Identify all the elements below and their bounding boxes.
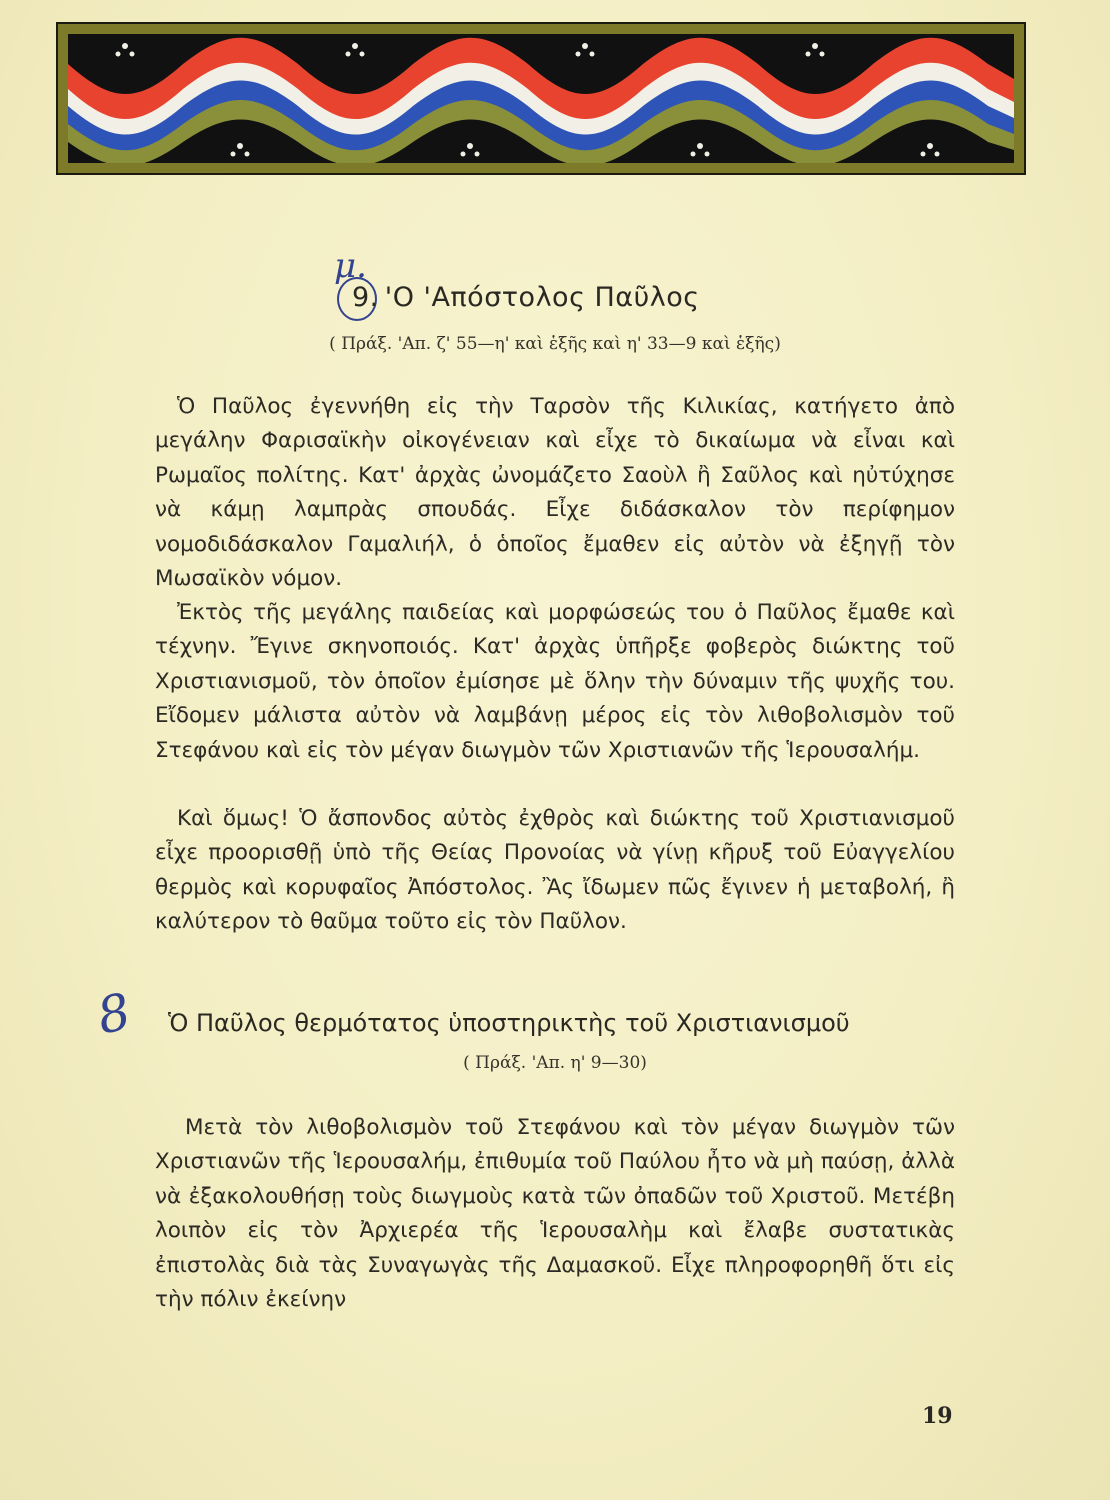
page-number: 19 <box>922 1403 953 1429</box>
subsection-title: Ὁ Παῦλος θερμότατος ὑποστηρικτὴς τοῦ Χριστιανισμοῦ <box>168 1009 850 1037</box>
section-title: 'Ο 'Απόστολος Παῦλος <box>384 282 700 313</box>
paragraph-2: Ἐκτὸς τῆς μεγάλης παιδείας καὶ μορφώσεώς του ὁ Παῦλος ἔμαθε καὶ τέχνην. Ἔγινε σκηνοποιός. Κατ' ἀρχὰς ὑπῆρξε φοβερὸς διώκτης τοῦ Χριστιανισμοῦ, τὸν ὁποῖον ἐμίσησε μὲ ὅλην τὴν δύναμιν τῆς ψυχῆς του. Εἴδομεν μάλιστα αὐτὸν νὰ λαμβάνῃ μέρος εἰς τὸν λιθοβολισμὸν τοῦ Στεφάνου καὶ εἰς τὸν μέγαν διωγμὸν τῶν Χριστιανῶν τῆς Ἱερουσαλήμ. <box>155 600 955 763</box>
paragraph-3: Καὶ ὅμως! Ὁ ἄσπονδος αὐτὸς ἐχθρὸς καὶ διώκτης τοῦ Χριστιανισμοῦ εἶχε προορισθῇ ὑπὸ τῆς Θείας Προνοίας νὰ γίνῃ κῆρυξ τοῦ Εὐαγγελίου θερμὸς καὶ κορυφαῖος Ἀπόστολος. Ἂς ἴδωμεν πῶς ἔγινεν ἡ μεταβολή, ἢ καλύτερον τὸ θαῦμα τοῦτο εἰς τὸν Παῦλον. <box>155 806 955 935</box>
decorative-wave-banner <box>56 22 1026 175</box>
section-heading <box>352 282 700 313</box>
paragraph-1: Ὁ Παῦλος ἐγεννήθη εἰς τὴν Ταρσὸν τῆς Κιλικίας, κατήγετο ἀπὸ μεγάλην Φαρισαϊκὴν οἰκογένειαν καὶ εἶχε τὸ δικαίωμα νὰ εἶναι καὶ Ρωμαῖος πολίτης. Κατ' ἀρχὰς ὠνομάζετο Σαοὺλ ἢ Σαῦλος καὶ ηὐτύχησε νὰ κάμῃ λαμπρὰς σπουδάς. Εἶχε διδάσκαλον τὸν περίφημον νομοδιδάσκαλον Γαμαλιήλ, ὁ ὁποῖος ἔμαθεν εἰς αὐτὸν νὰ ἐξηγῇ τὸν Μωσαϊκὸν νόμον. <box>155 394 955 592</box>
paragraph-4: Μετὰ τὸν λιθοβολισμὸν τοῦ Στεφάνου καὶ τὸν μέγαν διωγμὸν τῶν Χριστιανῶν τῆς Ἱερουσαλήμ, ἐπιθυμία τοῦ Παύλου ἦτο νὰ μὴ παύσῃ, ἀλλὰ νὰ ἐξακολουθήσῃ τοὺς διωγμοὺς κατὰ τῶν ὀπαδῶν τοῦ Χριστοῦ. Μετέβη λοιπὸν εἰς τὸν Ἀρχιερέα τῆς Ἱερουσαλὴμ καὶ ἔλαβε συστατικὰς ἐπιστολὰς διὰ τὰς Συναγωγὰς τῆς Δαμασκοῦ. Εἶχε πληροφορηθῆ ὅτι εἰς τὴν πόλιν ἐκείνην <box>155 1115 955 1313</box>
subsection-reference: ( Πράξ. 'Απ. η' 9—30) <box>463 1053 647 1073</box>
wave-pattern-illustration <box>68 34 1014 163</box>
handwritten-section-mark: μ. <box>334 246 367 286</box>
section-reference: ( Πράξ. 'Απ. ζ' 55—η' καὶ ἑξῆς καὶ η' 33—9 καὶ ἑξῆς) <box>329 334 781 354</box>
section-number: 9. <box>352 282 379 313</box>
handwritten-subsection-mark: 8 <box>92 982 136 1046</box>
